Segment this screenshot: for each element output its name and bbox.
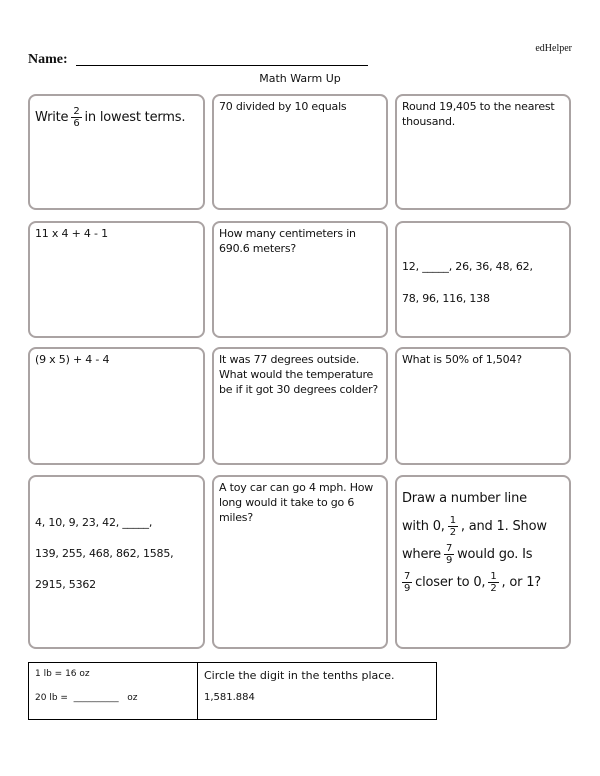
problem-box-12 [395,475,571,649]
problem-text: Write [35,110,69,125]
tenths-prompt: Circle the digit in the tenths place. [204,669,395,682]
numerator: 7 [404,571,411,582]
bottom-table [28,662,437,720]
problem-box-4: 11 x 4 + 4 - 1 [28,221,205,338]
problem-text: with 0, [402,519,445,534]
problem-text: , and 1. Show [460,519,547,534]
tenths-number: 1,581.884 [204,692,255,703]
problem-box-1 [28,94,205,210]
conversion-fact: 1 lb = 16 oz [35,669,90,679]
denominator: 9 [404,583,411,594]
problem-text: , or 1? [501,575,541,590]
name-line[interactable] [76,65,368,66]
sequence-line: 4, 10, 9, 23, 42, _____, [35,516,153,529]
problem-text: where [402,547,441,562]
sequence-line: 78, 96, 116, 138 [402,292,490,305]
denominator: 2 [449,527,456,538]
denominator: 2 [490,583,497,594]
name-label: Name: [28,52,68,67]
problem-box-5: How many centimeters in 690.6 meters? [212,221,388,338]
denominator: 9 [445,555,453,566]
answer-blank[interactable]: __________ [73,693,119,703]
problem-text: would go. Is [457,547,533,562]
problem-box-3: Round 19,405 to the nearest thousand. [395,94,571,210]
numerator: 1 [490,571,497,582]
brand-label: edHelper [535,43,572,54]
fraction [448,515,458,538]
problem-box-9: What is 50% of 1,504? [395,347,571,465]
numerator: 7 [445,543,453,554]
problem-text: closer to 0, [415,575,486,590]
problem-text: in lowest terms. [84,110,186,125]
fraction [488,571,498,594]
problem-text: Draw a number line [402,491,527,506]
fraction [71,106,81,129]
problem-box-8: It was 77 degrees outside. What would the temperature be if it got 30 degrees colder? [212,347,388,465]
sequence-line: 12, _____, 26, 36, 48, 62, [402,260,533,273]
page-title: Math Warm Up [259,72,341,85]
numerator: 1 [449,515,456,526]
tenths-cell [198,663,436,719]
unit-label: oz [127,693,138,703]
fraction [402,571,412,594]
numerator: 2 [73,106,80,117]
problem-box-2: 70 divided by 10 equals [212,94,388,210]
sequence-line: 2915, 5362 [35,578,96,591]
problem-box-11: A toy car can go 4 mph. How long would it take to go 6 miles? [212,475,388,649]
conversion-question: 20 lb = [35,693,68,703]
problem-box-7: (9 x 5) + 4 - 4 [28,347,205,465]
conversion-cell [29,663,198,719]
fraction [444,543,454,566]
problem-box-6 [395,221,571,338]
denominator: 6 [73,118,80,129]
sequence-line: 139, 255, 468, 862, 1585, [35,547,174,560]
problem-box-10 [28,475,205,649]
